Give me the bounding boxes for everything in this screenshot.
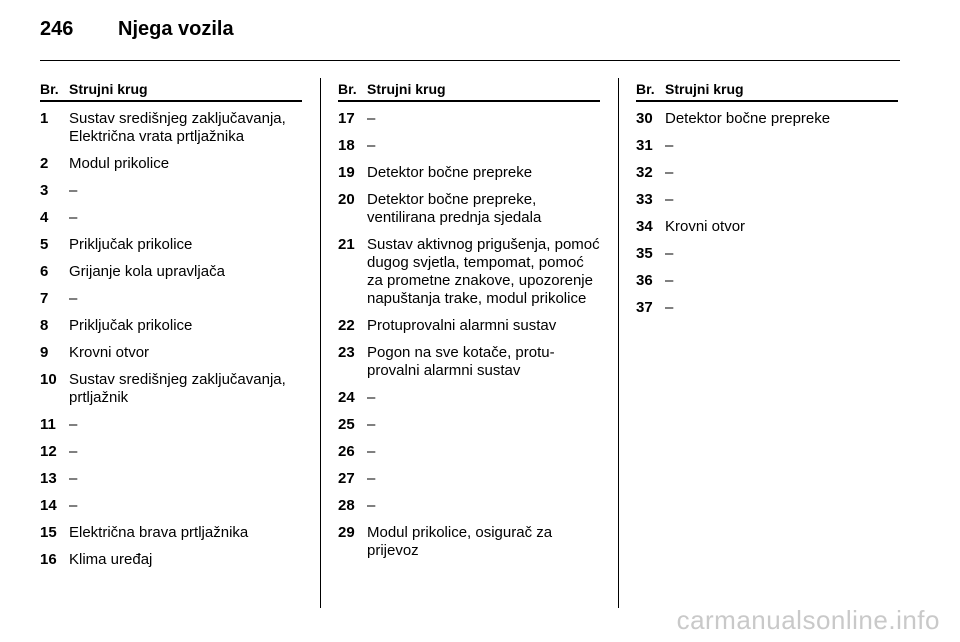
circuit-description: –	[367, 137, 376, 154]
table-row	[40, 290, 302, 308]
fuse-number: 9	[40, 344, 49, 361]
table-row	[40, 497, 302, 515]
fuse-number: 35	[636, 245, 653, 262]
table-row	[636, 164, 898, 182]
fuse-table-column-2	[338, 80, 600, 569]
circuit-description: Protuprovalni alarmni sustav	[367, 317, 557, 334]
column-header-circuit: Strujni krug	[69, 81, 148, 97]
fuse-table-column-3	[636, 80, 898, 326]
fuse-number: 30	[636, 110, 653, 127]
table-row	[338, 524, 600, 560]
table-row	[338, 317, 600, 335]
table-row	[40, 263, 302, 281]
fuse-number: 10	[40, 371, 57, 388]
circuit-description: Modul prikolice	[69, 155, 170, 172]
circuit-description: Modul prikolice, osigurač za prijevoz	[367, 524, 553, 559]
circuit-description: Krovni otvor	[665, 218, 746, 235]
fuse-number: 15	[40, 524, 57, 541]
fuse-number: 33	[636, 191, 653, 208]
circuit-description: –	[69, 443, 78, 460]
fuse-number: 21	[338, 236, 355, 253]
circuit-description: –	[69, 209, 78, 226]
fuse-number: 28	[338, 497, 355, 514]
circuit-description: –	[367, 416, 376, 433]
fuse-number: 5	[40, 236, 49, 253]
fuse-number: 32	[636, 164, 653, 181]
table-rows	[636, 102, 898, 317]
fuse-number: 24	[338, 389, 355, 406]
fuse-number: 25	[338, 416, 355, 433]
fuse-number: 12	[40, 443, 57, 460]
circuit-description: Detektor bočne prepreke, ventilirana prednja sjedala	[367, 191, 542, 226]
table-row	[40, 416, 302, 434]
table-rows	[40, 102, 302, 569]
column-divider	[320, 78, 321, 608]
table-header	[636, 80, 898, 102]
table-row	[40, 317, 302, 335]
page-number: 246	[40, 18, 74, 40]
table-row	[338, 236, 600, 308]
table-row	[40, 371, 302, 407]
fuse-number: 22	[338, 317, 355, 334]
circuit-description: Detektor bočne prepreke	[367, 164, 533, 181]
column-header-number: Br.	[338, 81, 357, 97]
circuit-description: –	[367, 470, 376, 487]
table-row	[636, 137, 898, 155]
table-row	[40, 344, 302, 362]
table-row	[636, 299, 898, 317]
circuit-description: Priključak prikolice	[69, 236, 193, 253]
column-header-number: Br.	[636, 81, 655, 97]
table-row	[40, 551, 302, 569]
table-row	[40, 236, 302, 254]
table-row	[338, 344, 600, 380]
table-row	[338, 416, 600, 434]
table-row	[40, 524, 302, 542]
circuit-description: –	[69, 416, 78, 433]
fuse-number: 37	[636, 299, 653, 316]
page-title: Njega vozila	[118, 18, 234, 40]
fuse-number: 36	[636, 272, 653, 289]
fuse-number: 17	[338, 110, 355, 127]
table-row	[636, 191, 898, 209]
circuit-description: –	[665, 164, 674, 181]
circuit-description: –	[69, 182, 78, 199]
fuse-number: 29	[338, 524, 355, 541]
table-row	[338, 497, 600, 515]
circuit-description: –	[665, 245, 674, 262]
fuse-number: 13	[40, 470, 57, 487]
circuit-description: –	[665, 137, 674, 154]
table-row	[40, 182, 302, 200]
header-rule	[40, 60, 900, 61]
table-row	[636, 272, 898, 290]
circuit-description: –	[665, 299, 674, 316]
circuit-description: Krovni otvor	[69, 344, 150, 361]
table-header	[338, 80, 600, 102]
table-row	[338, 443, 600, 461]
fuse-number: 6	[40, 263, 49, 280]
circuit-description: –	[367, 110, 376, 127]
circuit-description: Sustav središnjeg zaključavanja, prtljažnik	[69, 371, 286, 406]
watermark: carmanualsonline.info	[676, 605, 940, 635]
table-row	[338, 389, 600, 407]
fuse-number: 34	[636, 218, 653, 235]
fuse-number: 4	[40, 209, 49, 226]
table-row	[338, 164, 600, 182]
circuit-description: –	[665, 272, 674, 289]
fuse-number: 3	[40, 182, 49, 199]
circuit-description: –	[69, 290, 78, 307]
fuse-number: 2	[40, 155, 49, 172]
table-row	[636, 218, 898, 236]
circuit-description: Detektor bočne prepreke	[665, 110, 831, 127]
circuit-description: Grijanje kola upravljača	[69, 263, 225, 280]
table-row	[40, 155, 302, 173]
circuit-description: Klima uređaj	[69, 551, 153, 568]
circuit-description: –	[69, 497, 78, 514]
circuit-description: –	[665, 191, 674, 208]
table-rows	[338, 102, 600, 560]
fuse-number: 7	[40, 290, 49, 307]
circuit-description: –	[367, 497, 376, 514]
table-header	[40, 80, 302, 102]
circuit-description: Sustav aktivnog prigušenja, pomoć dugog svjetla, tempomat, pomoć za prometne znakove, upozorenje napuštanja trake, modul prikolice	[367, 236, 600, 307]
circuit-description: –	[367, 389, 376, 406]
table-row	[40, 470, 302, 488]
fuse-number: 23	[338, 344, 355, 361]
fuse-number: 16	[40, 551, 57, 568]
fuse-number: 14	[40, 497, 57, 514]
fuse-number: 11	[40, 416, 56, 433]
table-row	[338, 191, 600, 227]
circuit-description: Električna brava prtljažnika	[69, 524, 249, 541]
table-row	[40, 110, 302, 146]
fuse-number: 27	[338, 470, 355, 487]
circuit-description: Sustav središnjeg zaključavanja, Električna vrata prtljažnika	[69, 110, 286, 145]
table-row	[40, 209, 302, 227]
fuse-number: 19	[338, 164, 355, 181]
table-row	[338, 137, 600, 155]
circuit-description: –	[69, 470, 78, 487]
column-header-number: Br.	[40, 81, 59, 97]
fuse-table-column-1	[40, 80, 302, 578]
table-row	[636, 110, 898, 128]
circuit-description: Pogon na sve kotače, protu-provalni alarmni sustav	[367, 344, 555, 379]
table-row	[40, 443, 302, 461]
circuit-description: Priključak prikolice	[69, 317, 193, 334]
fuse-number: 26	[338, 443, 355, 460]
fuse-number: 8	[40, 317, 49, 334]
table-row	[338, 110, 600, 128]
page-header	[40, 18, 234, 48]
table-row	[636, 245, 898, 263]
fuse-number: 31	[636, 137, 653, 154]
column-divider	[618, 78, 619, 608]
column-header-circuit: Strujni krug	[367, 81, 446, 97]
fuse-number: 20	[338, 191, 355, 208]
fuse-number: 1	[40, 110, 49, 127]
circuit-description: –	[367, 443, 376, 460]
table-row	[338, 470, 600, 488]
column-header-circuit: Strujni krug	[665, 81, 744, 97]
fuse-number: 18	[338, 137, 355, 154]
